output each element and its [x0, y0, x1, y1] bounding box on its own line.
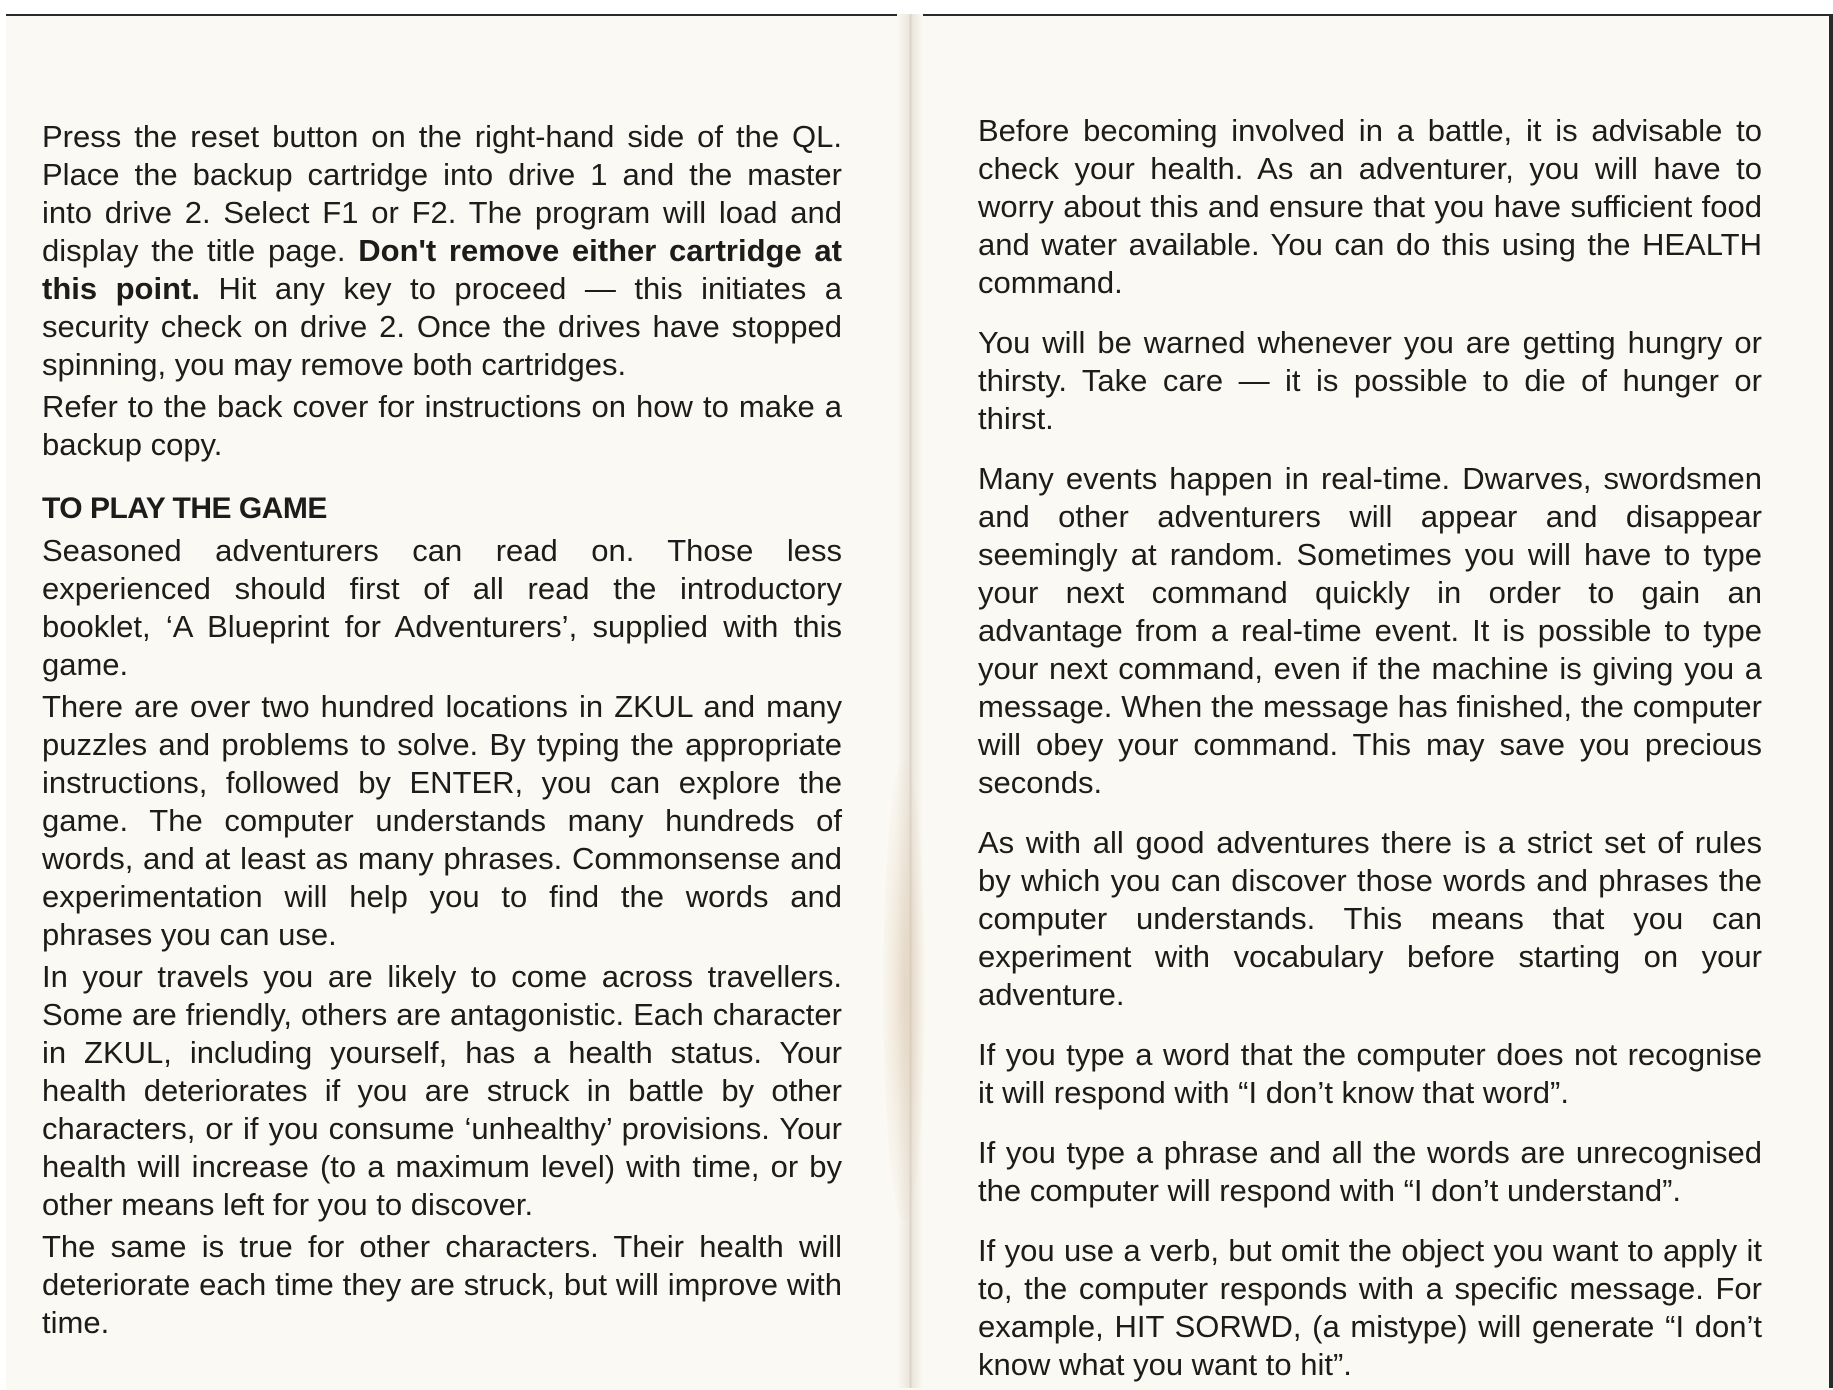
rules-paragraph: As with all good adventures there is a strict set of rules by which you can discover those words and phrases the computer understands. This means that you can experiment with vocabulary before starting on your adventure.: [978, 825, 1762, 1012]
warning-text: Don't remove either cartridge at this point.: [42, 233, 842, 306]
realtime-paragraph: Many events happen in real-time. Dwarves, swordsmen and other adventurers will appear and disappear seemingly at random. Sometimes you will have to type your next command quickly in order to gain an advantage from a real-time event. It is possible to type your next command, even if the machine is giving you a message. When the message has finished, the computer will obey your command. This may save you precious seconds.: [978, 461, 1762, 800]
unknown-word-paragraph: If you type a word that the computer does not recognise it will respond with “I don’t know that word”.: [978, 1037, 1762, 1110]
loading-instructions: [42, 118, 842, 384]
section-heading: TO PLAY THE GAME: [42, 492, 327, 525]
health-paragraph: Before becoming involved in a battle, it is advisable to check your health. As an adventurer, you will have to worry about this and ensure that you have sufficient food and water available. You can do this using the HEALTH command.: [978, 113, 1762, 300]
intro-paragraph: Seasoned adventurers can read on. Those less experienced should first of all read the introductory booklet, ‘A Blueprint for Adventurers’, supplied with this game.: [42, 533, 842, 682]
loading-text: Press the reset button on the right-hand side of the QL. Place the backup cartridge into drive 1 and the master into drive 2. Select F1 or F2. The program will load and display the title page.: [42, 119, 842, 268]
backup-note: Refer to the back cover for instructions on how to make a backup copy.: [42, 389, 842, 462]
left-page-text: [42, 118, 842, 1342]
unknown-phrase-paragraph: If you type a phrase and all the words are unrecognised the computer will respond with “I don’t understand”.: [978, 1135, 1762, 1208]
characters-paragraph: The same is true for other characters. Their health will deteriorate each time they are struck, but will improve with time.: [42, 1229, 842, 1340]
hunger-paragraph: You will be warned whenever you are getting hungry or thirsty. Take care — it is possible to die of hunger or thirst.: [978, 325, 1762, 436]
verb-paragraph: If you use a verb, but omit the object you want to apply it to, the computer responds with a specific message. For example, HIT SORWD, (a mistype) will generate “I don’t know what you want to hit”.: [978, 1233, 1762, 1382]
security-check-text: Hit any key to proceed — this initiates a security check on drive 2. Once the drives have stopped spinning, you may remove both cartridges.: [42, 271, 842, 382]
page-edge: [1829, 14, 1833, 1388]
locations-paragraph: There are over two hundred locations in ZKUL and many puzzles and problems to solve. By typing the appropriate instructions, followed by ENTER, you can explore the game. The computer understands many hundreds of words, and at least as many phrases. Commonsense and experimentation will help you to find the words and phrases you can use.: [42, 689, 842, 952]
right-page-text: [978, 112, 1762, 1384]
spine-stain: [883, 760, 925, 1220]
travels-paragraph: In your travels you are likely to come across travellers. Some are friendly, others are antagonistic. Each character in ZKUL, including yourself, has a health status. Your health deteriorates if you are struck in battle by other characters, or if you consume ‘unhealthy’ provisions. Your health will increase (to a maximum level) with time, or by other means left for you to discover.: [42, 959, 842, 1222]
